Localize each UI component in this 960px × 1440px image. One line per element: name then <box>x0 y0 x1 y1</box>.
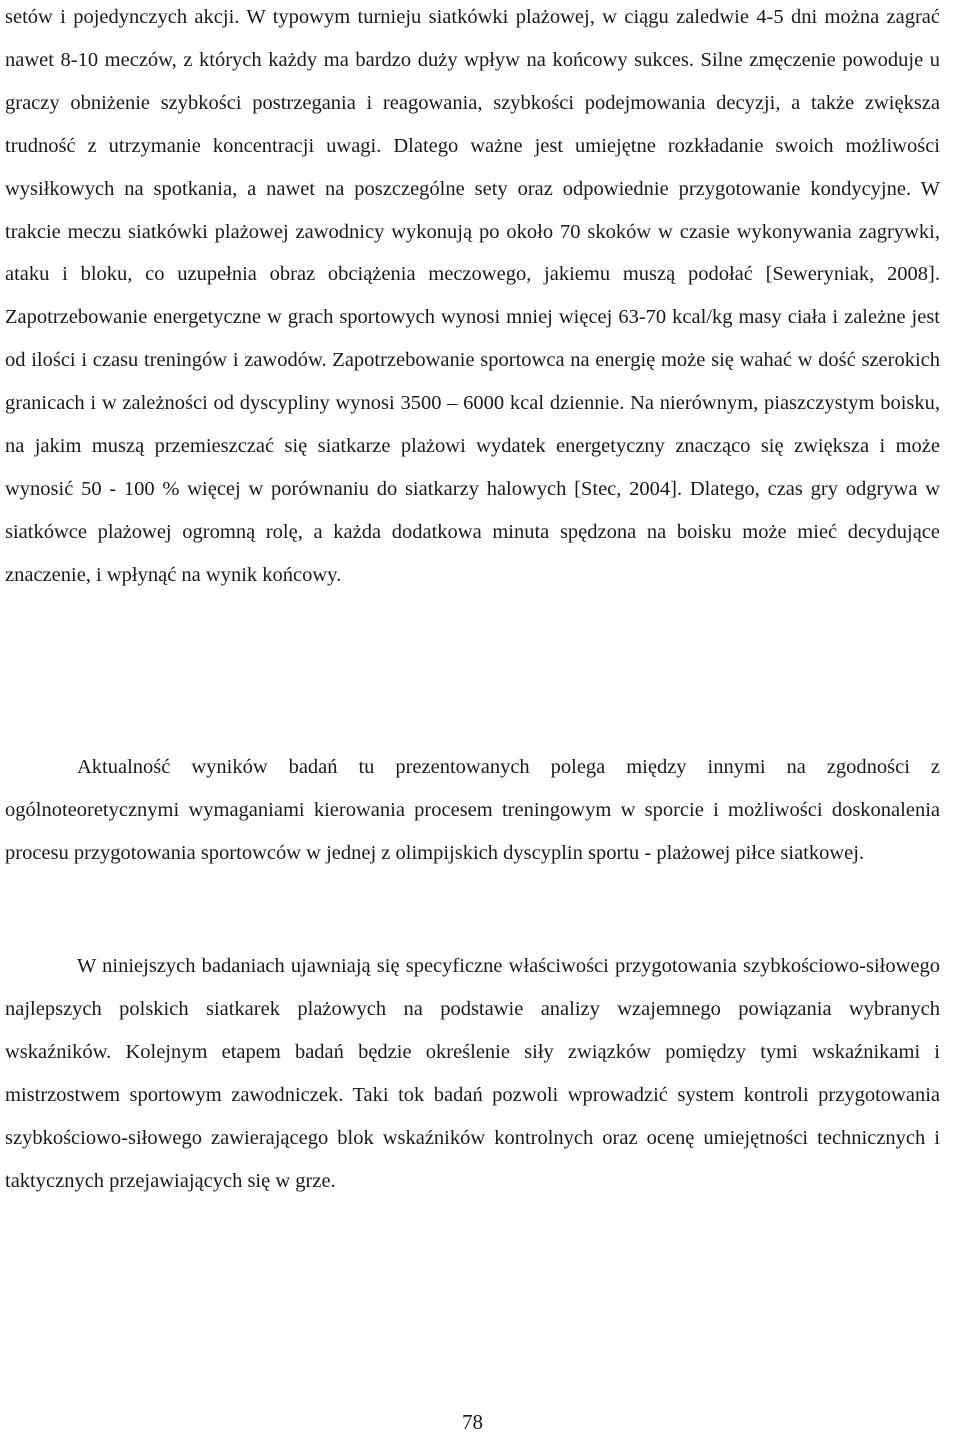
body-paragraph-1: setów i pojedynczych akcji. W typowym turnieju siatkówki plażowej, w ciągu zaledwie 4-5 dni można zagrać nawet 8-10 meczów, z których każdy ma bardzo duży wpływ na końcowy sukces. Silne zmęczenie powoduje u graczy obniżenie szybkości postrzegania i reagowania, szybkości podejmowania decyzji, a także zwiększa trudność z utrzymanie koncentracji uwagi. Dlatego ważne jest umiejętne rozkładanie swoich możliwości wysiłkowych na spotkania, a nawet na poszczególne sety oraz odpowiednie przygotowanie kondycyjne. W trakcie meczu siatkówki plażowej zawodnicy wykonują po około 70 skoków w czasie wykonywania zagrywki, ataku i bloku, co uzupełnia obraz obciążenia meczowego, jakiemu muszą podołać [Seweryniak, 2008]. Zapotrzebowanie energetyczne w grach sportowych wynosi mniej więcej 63-70 kcal/kg masy ciała i zależne jest od ilości i czasu treningów i zawodów. Zapotrzebowanie sportowca na energię może się wahać w dość szerokich granicach i w zależności od dyscypliny wynosi 3500 – 6000 kcal dziennie. Na nierównym, piaszczystym boisku, na jakim muszą przemieszczać się siatkarze plażowi wydatek energetyczny znacząco się zwiększa i może wynosić 50 - 100 % więcej w porównaniu do siatkarzy halowych [Stec, 2004]. Dlatego, czas gry odgrywa w siatkówce plażowej ogromną rolę, a każda dodatkowa minuta spędzona na boisku może mieć decydujące znaczenie, i wpłynąć na wynik końcowy. <box>5 6 940 586</box>
page-number: 78 <box>462 1410 483 1434</box>
body-paragraph-3: W niniejszych badaniach ujawniają się specyficzne właściwości przygotowania szybkościowo-siłowego najlepszych polskich siatkarek plażowych na podstawie analizy wzajemnego powiązania wybranych wskaźników. Kolejnym etapem badań będzie określenie siły związków pomiędzy tymi wskaźnikami i mistrzostwem sportowym zawodniczek. Taki tok badań pozwoli wprowadzić system kontroli przygotowania szybkościowo-siłowego zawierającego blok wskaźników kontrolnych oraz ocenę umiejętności technicznych i taktycznych przejawiających się w grze. <box>5 955 940 1192</box>
body-paragraph-2: Aktualność wyników badań tu prezentowanych polega między innymi na zgodności z ogólnoteoretycznymi wymaganiami kierowania procesem treningowym w sporcie i możliwości doskonalenia procesu przygotowania sportowców w jednej z olimpijskich dyscyplin sportu - plażowej piłce siatkowej. <box>5 756 940 864</box>
